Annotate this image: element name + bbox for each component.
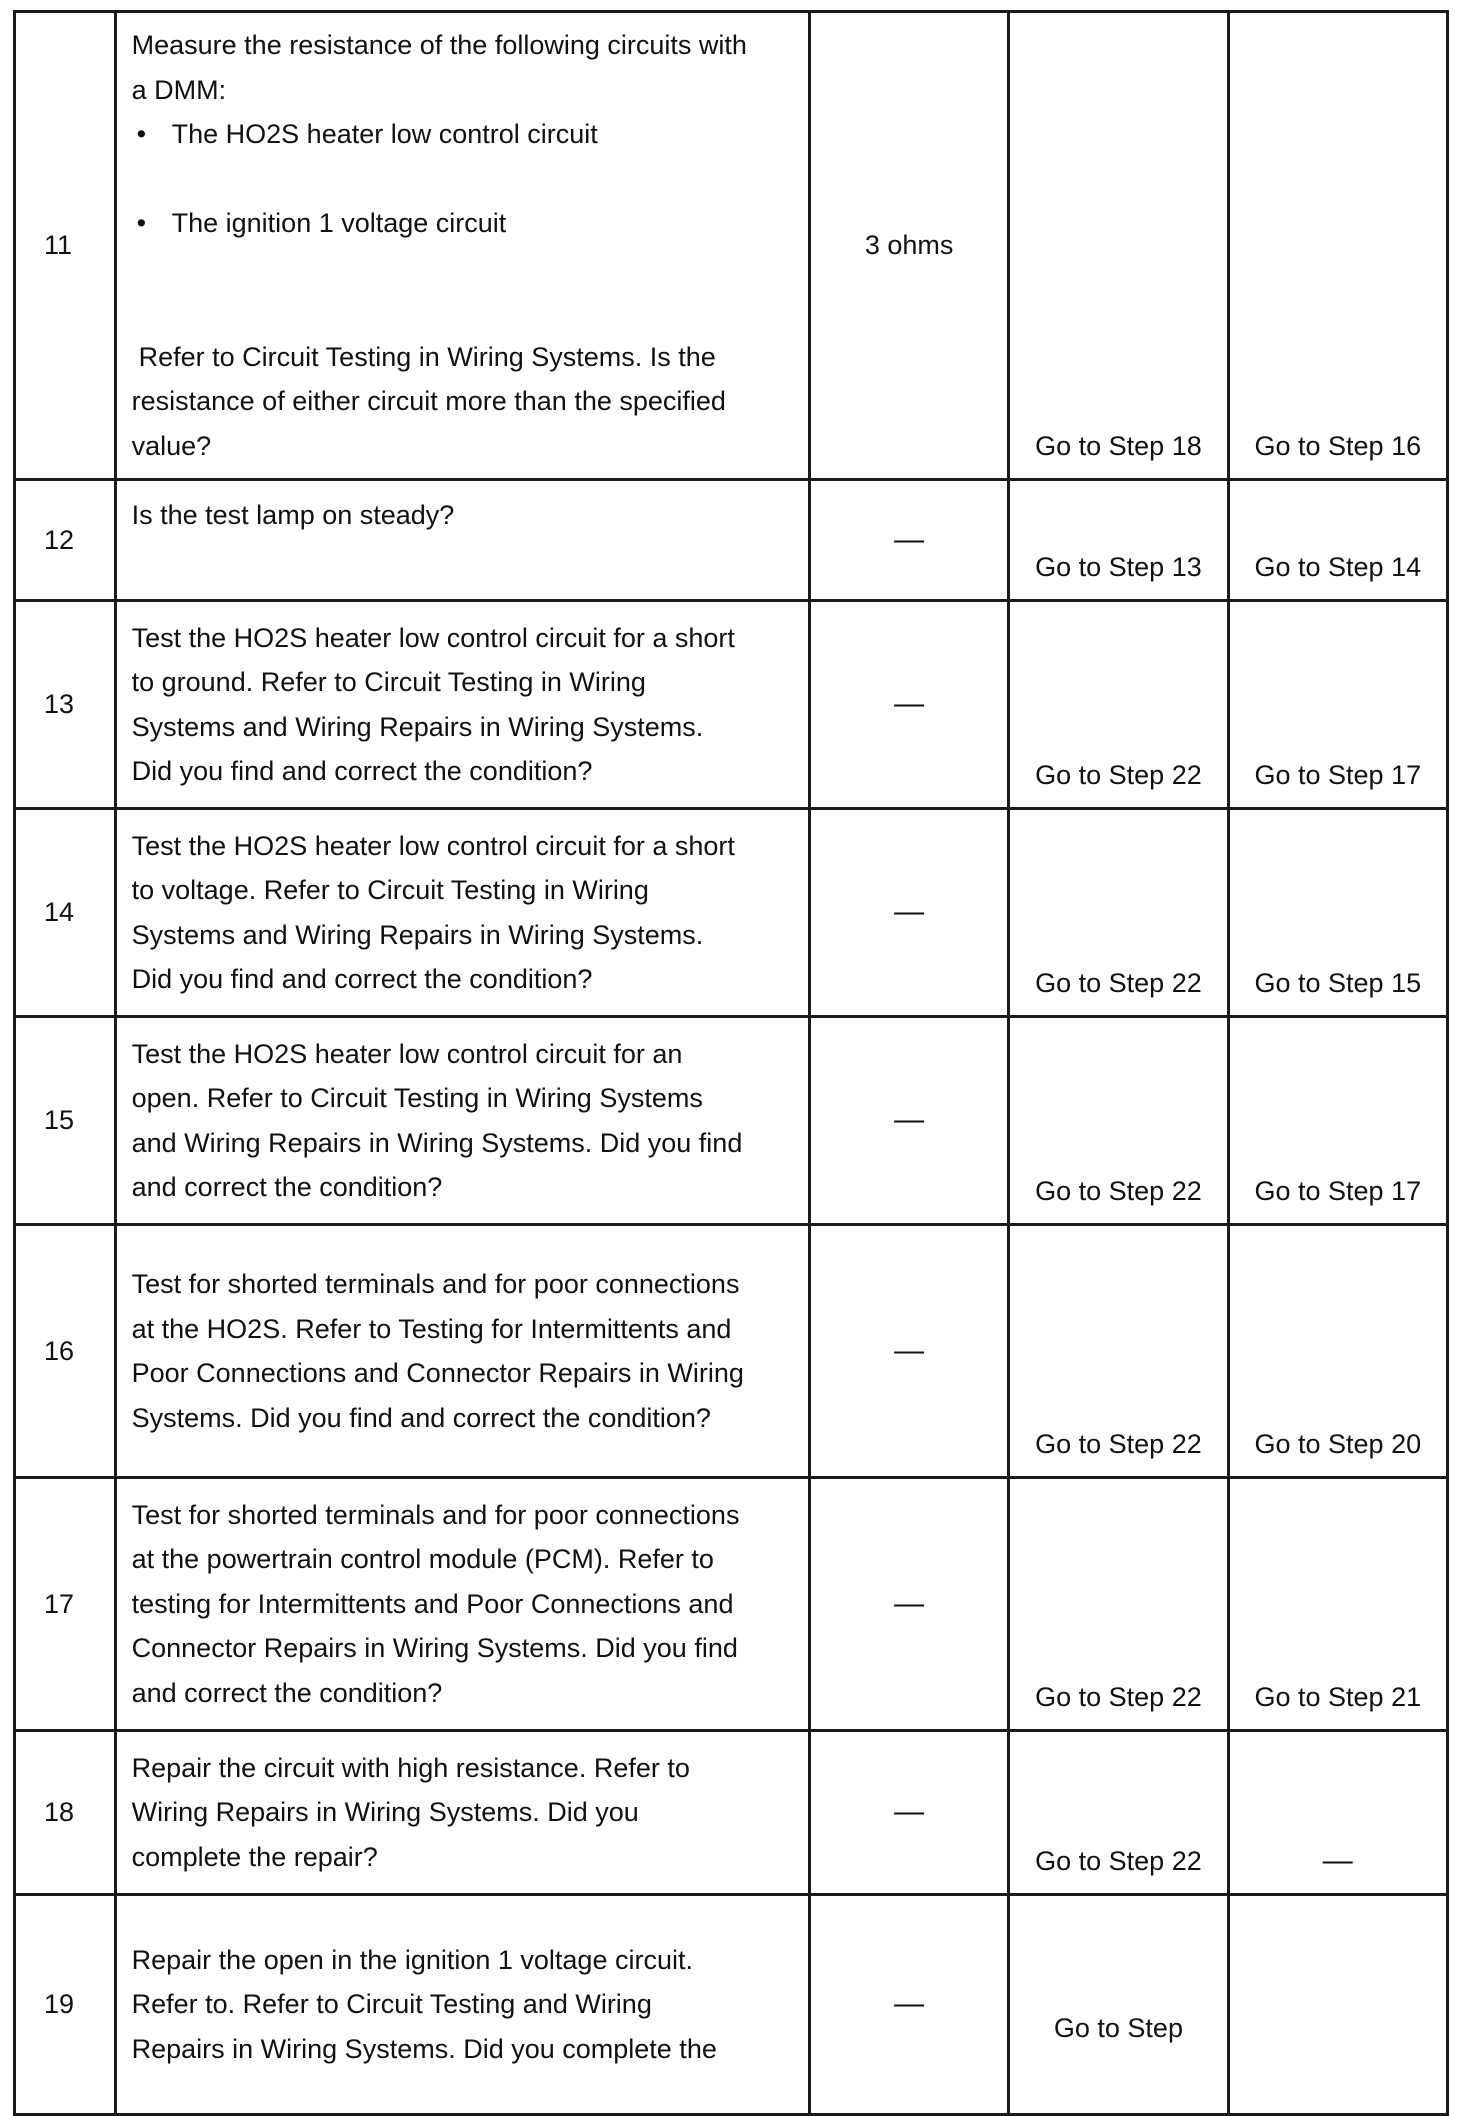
action-cell	[115, 1225, 809, 1478]
step-number: 18	[15, 1731, 116, 1895]
action-text: Test the HO2S heater low control circuit for a short to ground. Refer to Circuit Testing in Wiring Systems and Wiring Repairs in Wiring Systems. Did you find and correct the condition?	[131, 622, 735, 786]
action-question: Refer to Circuit Testing in Wiring Systems. Is the resistance of either circuit more than the specified value?	[131, 341, 726, 461]
step-number: 12	[15, 480, 116, 601]
diagnostic-table	[13, 10, 1449, 2116]
no-cell: Go to Step 16	[1228, 12, 1447, 480]
table-row	[15, 1225, 1448, 1478]
value-cell: 3 ohms	[809, 12, 1008, 480]
action-intro: Measure the resistance of the following circuits with a DMM:	[131, 30, 747, 105]
table-row	[15, 601, 1448, 809]
table-row	[15, 1895, 1448, 2115]
action-text: Test for shorted terminals and for poor connections at the HO2S. Refer to Testing for Intermittents and Poor Connections and Connector Repairs in Wiring Systems. Did you find and correct the condition?	[131, 1269, 744, 1433]
no-cell: Go to Step 14	[1228, 480, 1447, 601]
action-cell	[115, 12, 809, 480]
value-cell: —	[809, 809, 1008, 1017]
action-cell	[115, 1017, 809, 1225]
action-cell	[115, 1731, 809, 1895]
action-cell	[115, 809, 809, 1017]
step-number: 15	[15, 1017, 116, 1225]
action-text: Test the HO2S heater low control circuit for an open. Refer to Circuit Testing in Wiring Systems and Wiring Repairs in Wiring Systems. Did you find and correct the condition?	[131, 1038, 743, 1202]
table-row	[15, 12, 1448, 480]
action-cell	[115, 480, 809, 601]
no-cell	[1228, 1895, 1447, 2115]
bullet-item: • The ignition 1 voltage circuit	[132, 201, 748, 246]
table-row	[15, 480, 1448, 601]
action-text: Test the HO2S heater low control circuit for a short to voltage. Refer to Circuit Testing in Wiring Systems and Wiring Repairs in Wiring Systems. Did you find and correct the condition?	[131, 830, 735, 994]
action-text: Test for shorted terminals and for poor connections at the powertrain control module (PCM). Refer to testing for Intermittents and Poor Connections and Connector Repairs in Wiring Systems. Did you find and correct the condition?	[131, 1499, 740, 1708]
step-number: 17	[15, 1478, 116, 1731]
value-cell: —	[809, 1225, 1008, 1478]
step-number: 14	[15, 809, 116, 1017]
bullet-item: • The HO2S heater low control circuit	[132, 112, 748, 157]
table-row	[15, 1017, 1448, 1225]
no-cell: Go to Step 17	[1228, 601, 1447, 809]
yes-cell: Go to Step 22	[1009, 1478, 1228, 1731]
value-cell: —	[809, 1731, 1008, 1895]
yes-cell: Go to Step 18	[1009, 12, 1228, 480]
yes-cell: Go to Step 13	[1009, 480, 1228, 601]
step-number: 13	[15, 601, 116, 809]
value-cell: —	[809, 1895, 1008, 2115]
action-cell	[115, 1895, 809, 2115]
table-row	[15, 809, 1448, 1017]
no-cell: —	[1228, 1731, 1447, 1895]
step-number: 19	[15, 1895, 116, 2115]
yes-cell: Go to Step 22	[1009, 809, 1228, 1017]
yes-cell: Go to Step 22	[1009, 601, 1228, 809]
no-cell: Go to Step 21	[1228, 1478, 1447, 1731]
value-cell: —	[809, 601, 1008, 809]
action-cell	[115, 601, 809, 809]
action-text: Is the test lamp on steady?	[131, 500, 455, 530]
yes-cell: Go to Step 22	[1009, 1225, 1228, 1478]
no-cell: Go to Step 20	[1228, 1225, 1447, 1478]
value-cell: —	[809, 480, 1008, 601]
step-number: 16	[15, 1225, 116, 1478]
yes-cell: Go to Step 22	[1009, 1731, 1228, 1895]
action-text: Repair the open in the ignition 1 voltage circuit. Refer to. Refer to Circuit Testing and Wiring Repairs in Wiring Systems. Did you complete the	[131, 1944, 717, 2064]
table-row	[15, 1731, 1448, 1895]
no-cell: Go to Step 17	[1228, 1017, 1447, 1225]
table-row	[15, 1478, 1448, 1731]
action-cell	[115, 1478, 809, 1731]
value-cell: —	[809, 1478, 1008, 1731]
action-text: Repair the circuit with high resistance. Refer to Wiring Repairs in Wiring Systems. Did you complete the repair?	[131, 1752, 690, 1872]
value-cell: —	[809, 1017, 1008, 1225]
yes-cell: Go to Step	[1009, 1895, 1228, 2115]
step-number: 11	[15, 12, 116, 480]
yes-cell: Go to Step 22	[1009, 1017, 1228, 1225]
no-cell: Go to Step 15	[1228, 809, 1447, 1017]
